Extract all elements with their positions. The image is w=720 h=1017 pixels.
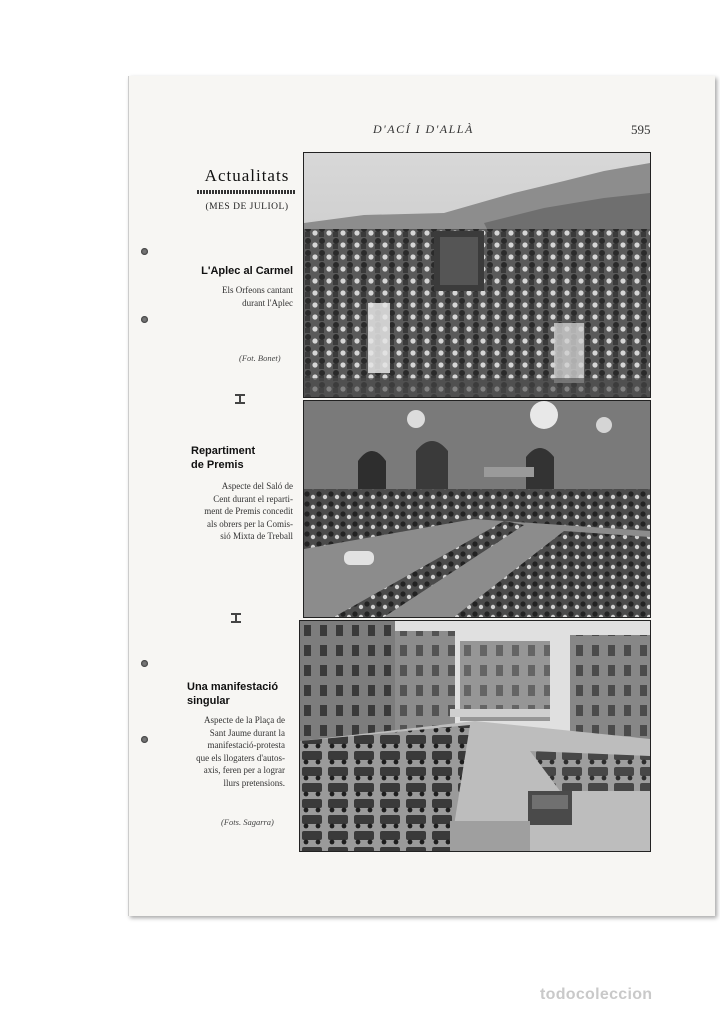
caption-title [195, 264, 293, 278]
caption-line: Els Orfeons cantant [222, 285, 293, 295]
running-head: D'ACÍ I D'ALLÀ [373, 122, 474, 136]
caption-title-line: singular [187, 695, 230, 707]
caption-line: que els llogaters d'autos- [196, 752, 285, 763]
caption-title [187, 680, 297, 708]
caption-line: Aspecte de la Plaça de [204, 715, 285, 725]
binding-hole [141, 316, 148, 323]
photo-credit: (Fot. Bonet) [239, 353, 281, 363]
caption-line: ment de Premis concedit [204, 506, 293, 516]
caption-line: axis, feren per a lograr [203, 765, 285, 775]
caption-line: Cent durant el reparti- [213, 493, 293, 504]
caption-line: llurs pretensions. [223, 777, 285, 788]
binding-hole [141, 736, 148, 743]
ornament [235, 394, 245, 404]
caption-line: als obrers per la Comis- [207, 518, 293, 529]
title-rule [197, 190, 295, 194]
binding-hole [141, 248, 148, 255]
caption-line: manifestació-protesta [207, 740, 285, 750]
section-title: Actualitats [204, 166, 290, 185]
caption-line: Sant Jaume durant la [209, 727, 285, 738]
caption-line: Aspecte del Saló de [221, 481, 293, 491]
caption-body [189, 284, 293, 309]
photo-manifestacio [299, 620, 651, 852]
photo-credit: (Fots. Sagarra) [221, 817, 274, 827]
caption-body [175, 714, 285, 789]
binding-hole [141, 660, 148, 667]
photo-premis [303, 400, 651, 618]
watermark: todocoleccion [540, 986, 653, 1003]
caption-line: durant l'Aplec [242, 297, 293, 308]
caption-body [185, 480, 293, 543]
caption-title [191, 444, 295, 472]
caption-title-line: de Premis [191, 459, 244, 471]
page-number: 595 [631, 122, 651, 137]
caption-line: sió Mixta de Treball [220, 531, 293, 541]
section-subtitle: (MES DE JULIOL) [205, 202, 289, 212]
ornament [231, 613, 241, 623]
caption-title-line: Una manifestació [187, 681, 279, 693]
magazine-page [128, 76, 715, 916]
photo-aplec [303, 152, 651, 398]
caption-title-line: L'Aplec al Carmel [201, 265, 293, 277]
caption-title-line: Repartiment [191, 445, 256, 457]
